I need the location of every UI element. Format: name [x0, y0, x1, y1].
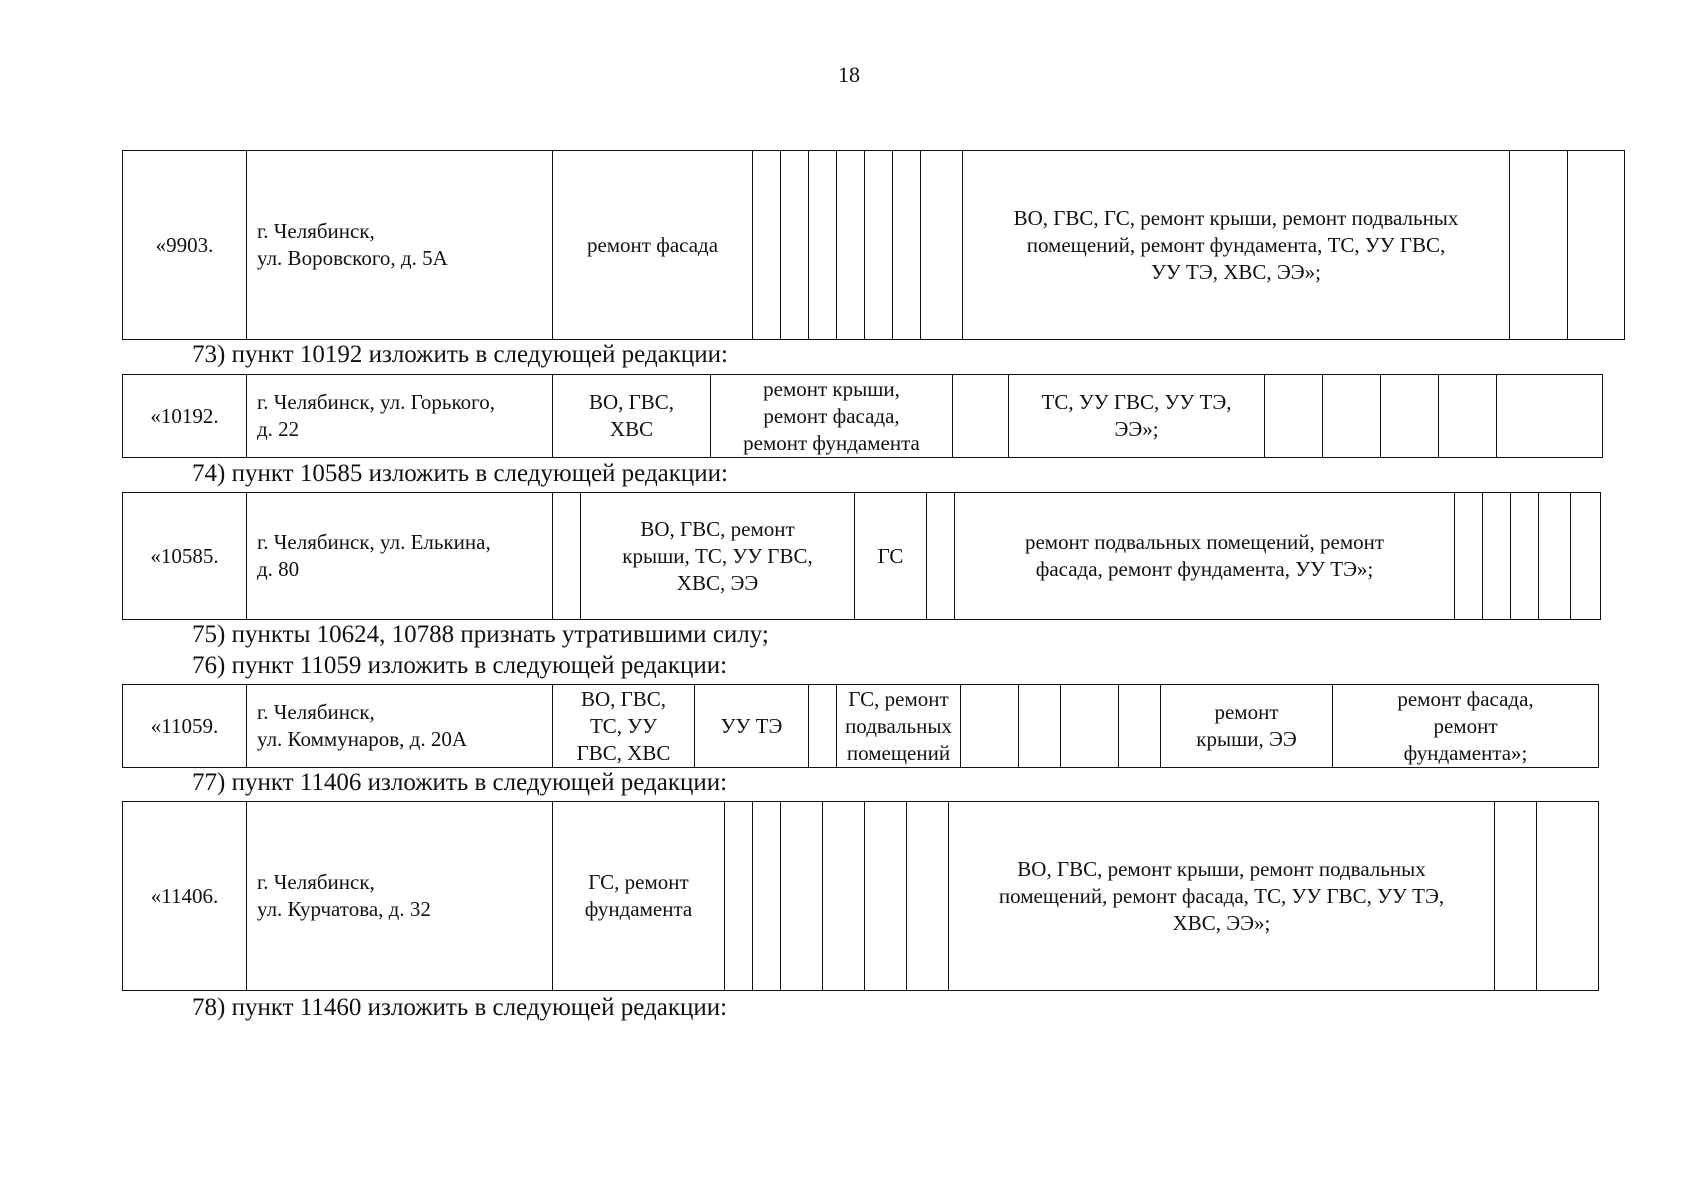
entry-col-e: ремонт фасада, ремонт фундамента»; [1333, 685, 1599, 768]
empty-cell [893, 151, 921, 340]
table-row-11406 [122, 801, 1599, 991]
entry-address: г. Челябинск, ул. Горького, д. 22 [247, 375, 553, 458]
entry-col-a: ВО, ГВС, ХВС [553, 375, 711, 458]
empty-cell [1455, 493, 1483, 620]
entry-col-b: ВО, ГВС, ремонт крыши, ремонт подвальных помещений, ремонт фасада, ТС, УУ ГВС, УУ ТЭ, ХВС, ЭЭ»; [949, 802, 1495, 991]
empty-cell [809, 151, 837, 340]
empty-cell [809, 685, 837, 768]
entry-number: «10192. [123, 375, 247, 458]
entry-col-d: ремонт крыши, ЭЭ [1161, 685, 1333, 768]
empty-cell [1019, 685, 1061, 768]
empty-cell [753, 802, 781, 991]
empty-cell [725, 802, 753, 991]
note-73: 73) пункт 10192 изложить в следующей редакции: [192, 341, 728, 368]
entry-col-c: ГС, ремонт подвальных помещений [837, 685, 961, 768]
entry-col-b: ремонт крыши, ремонт фасада, ремонт фундамента [711, 375, 953, 458]
table-row-11059 [122, 684, 1599, 768]
empty-cell [865, 802, 907, 991]
empty-cell [1510, 151, 1568, 340]
note-74: 74) пункт 10585 изложить в следующей редакции: [192, 460, 728, 487]
empty-cell [781, 802, 823, 991]
empty-cell [865, 151, 893, 340]
note-75: 75) пункты 10624, 10788 признать утратившими силу; [192, 621, 769, 648]
note-77: 77) пункт 11406 изложить в следующей редакции: [192, 769, 728, 796]
entry-address: г. Челябинск, ул. Курчатова, д. 32 [247, 802, 553, 991]
table-row-10192 [122, 374, 1603, 458]
empty-cell [1323, 375, 1381, 458]
entry-col-b: УУ ТЭ [695, 685, 809, 768]
note-76: 76) пункт 11059 изложить в следующей редакции: [192, 652, 728, 679]
empty-cell [1568, 151, 1625, 340]
empty-cell [837, 151, 865, 340]
empty-cell [1119, 685, 1161, 768]
empty-cell [1381, 375, 1439, 458]
empty-cell [907, 802, 949, 991]
entry-col-a: ремонт фасада [553, 151, 753, 340]
empty-cell [1483, 493, 1511, 620]
note-78: 78) пункт 11460 изложить в следующей редакции: [192, 994, 728, 1021]
entry-col-a: ГС, ремонт фундамента [553, 802, 725, 991]
empty-cell [921, 151, 963, 340]
entry-col-a: ВО, ГВС, ремонт крыши, ТС, УУ ГВС, ХВС, ЭЭ [581, 493, 855, 620]
empty-cell [1511, 493, 1539, 620]
table-row-10585 [122, 492, 1601, 620]
entry-col-b: ГС [855, 493, 927, 620]
entry-address: г. Челябинск, ул. Коммунаров, д. 20А [247, 685, 553, 768]
empty-cell [953, 375, 1009, 458]
entry-col-a: ВО, ГВС, ТС, УУ ГВС, ХВС [553, 685, 695, 768]
empty-cell [1439, 375, 1497, 458]
entry-address: г. Челябинск, ул. Воровского, д. 5А [247, 151, 553, 340]
entry-number: «11406. [123, 802, 247, 991]
entry-number: «9903. [123, 151, 247, 340]
page-number: 18 [838, 62, 860, 87]
empty-cell [753, 151, 781, 340]
empty-cell [1539, 493, 1571, 620]
empty-cell [823, 802, 865, 991]
table-row-9903 [122, 150, 1625, 340]
entry-col-b: ВО, ГВС, ГС, ремонт крыши, ремонт подвальных помещений, ремонт фундамента, ТС, УУ ГВС, УУ ТЭ, ХВС, ЭЭ»; [963, 151, 1510, 340]
empty-cell [1571, 493, 1601, 620]
empty-cell [927, 493, 955, 620]
entry-number: «10585. [123, 493, 247, 620]
empty-cell [961, 685, 1019, 768]
empty-cell [1061, 685, 1119, 768]
empty-cell [1497, 375, 1603, 458]
entry-number: «11059. [123, 685, 247, 768]
empty-cell [1495, 802, 1537, 991]
empty-cell [1537, 802, 1599, 991]
empty-cell [781, 151, 809, 340]
empty-cell [1265, 375, 1323, 458]
empty-cell [553, 493, 581, 620]
entry-col-c: ремонт подвальных помещений, ремонт фасада, ремонт фундамента, УУ ТЭ»; [955, 493, 1455, 620]
entry-address: г. Челябинск, ул. Елькина, д. 80 [247, 493, 553, 620]
entry-col-c: ТС, УУ ГВС, УУ ТЭ, ЭЭ»; [1009, 375, 1265, 458]
